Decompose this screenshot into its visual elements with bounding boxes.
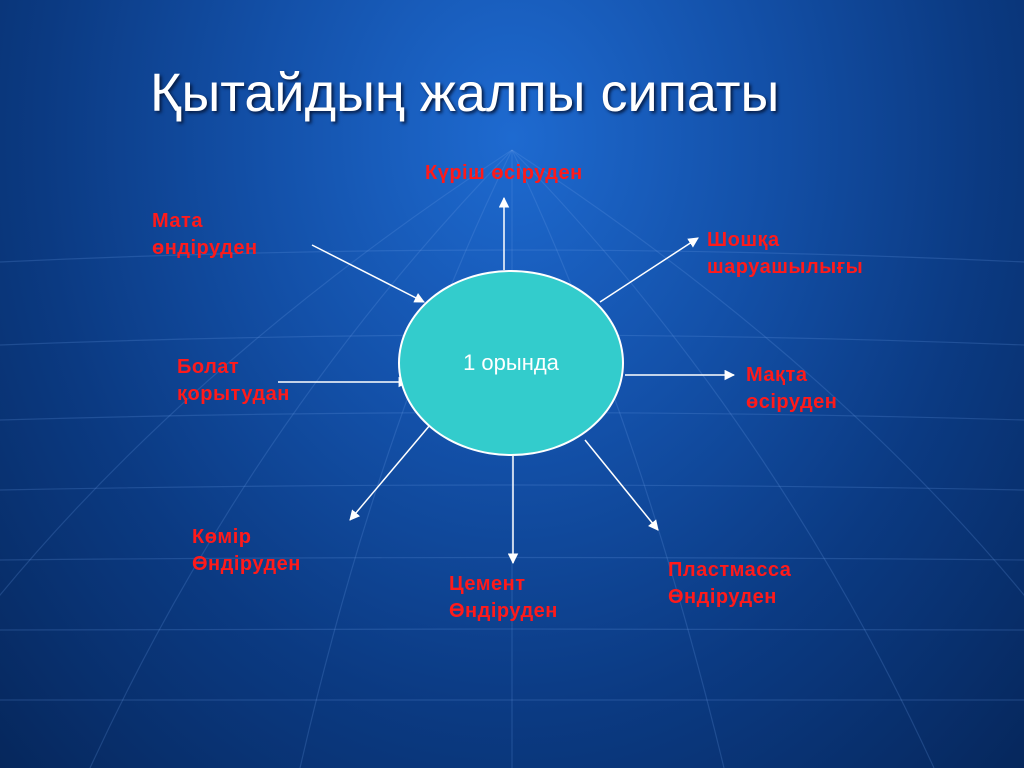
label-cement: Цемент Өндіруден — [449, 573, 558, 622]
label-kurish: Күріш өсіруден — [425, 162, 583, 184]
label-shoshqa: Шошқа шаруашылығы — [707, 229, 864, 278]
arrow-to-shoshqa — [600, 238, 698, 302]
label-bolat: Болат қорытудан — [177, 356, 290, 405]
slide-title: Қытайдың жалпы сипаты — [150, 63, 780, 123]
arrow-to-plastmassa — [585, 440, 658, 530]
arrow-to-komir — [350, 425, 430, 520]
label-plastmassa: Пластмасса Өндіруден — [668, 559, 792, 608]
label-maqta: Мақта өсіруден — [746, 364, 838, 413]
arrow-from-mata — [312, 245, 424, 302]
label-mata: Мата өндіруден — [152, 210, 258, 259]
center-label: 1 орында — [463, 350, 559, 375]
label-komir: Көмір Өндіруден — [192, 526, 301, 575]
